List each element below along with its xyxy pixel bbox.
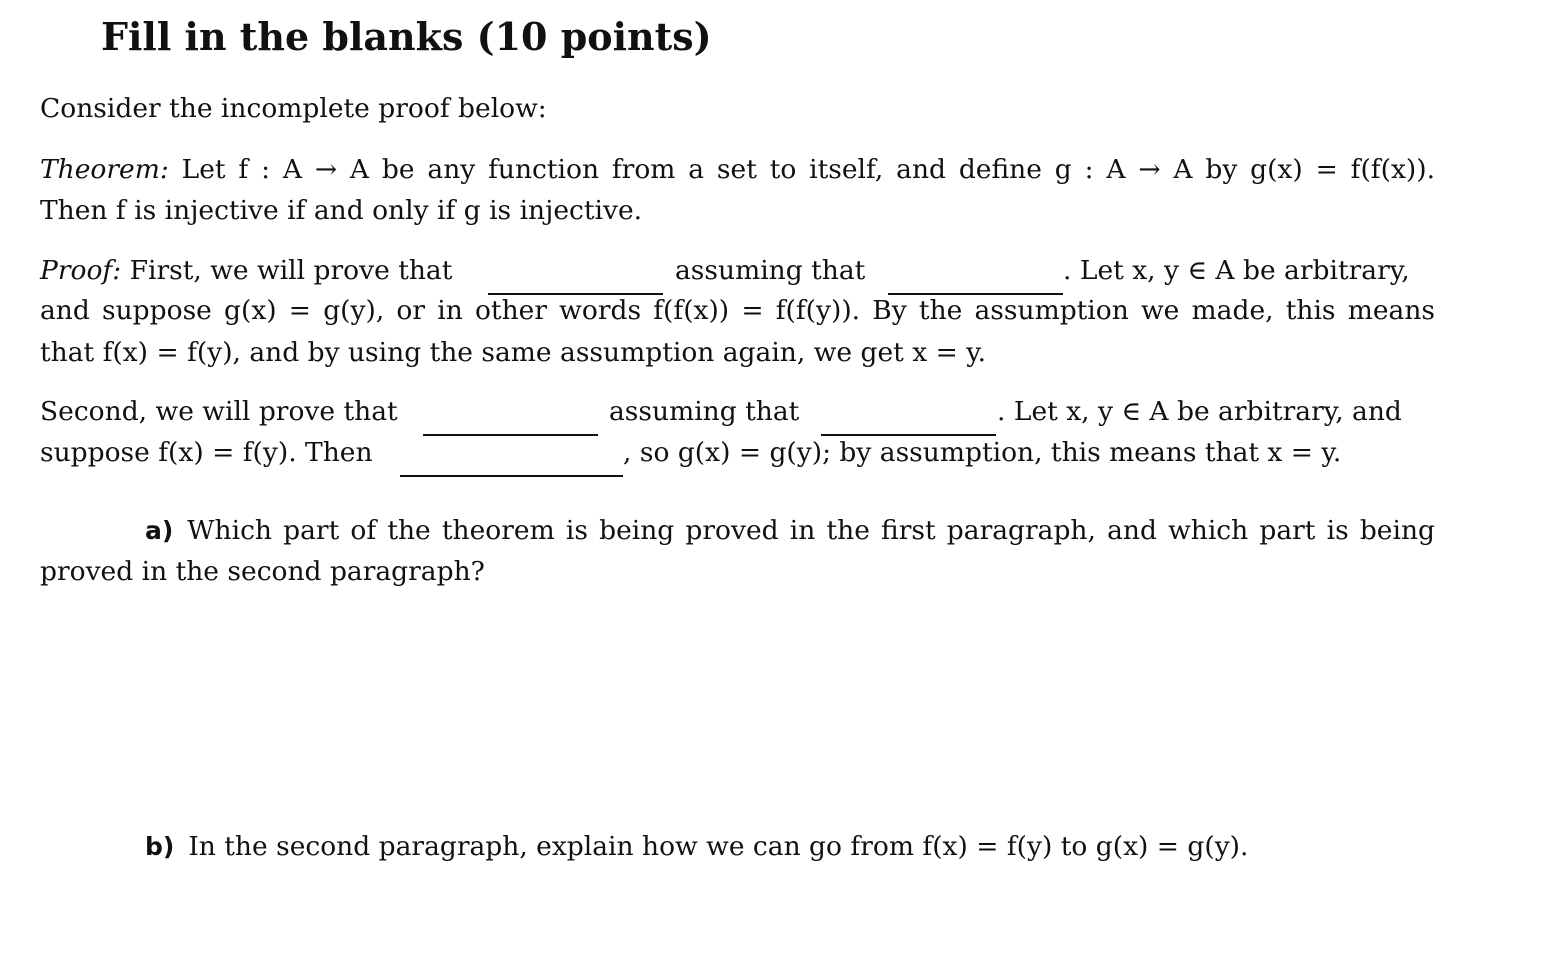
proof-line-3: that f(x) = f(y), and by using the same assumption again, we get x = y. — [40, 337, 987, 368]
proof-assuming-text: assuming that — [675, 255, 866, 286]
question-a-label: a) — [145, 516, 174, 545]
question-a-line-1: Which part of the theorem is being proved in the first paragraph, and which part is being — [187, 515, 1435, 546]
proof-first-words: First, we will prove that — [129, 255, 453, 286]
question-a — [145, 515, 1435, 546]
proof-let-clause: . Let x, y ∈ A be arbitrary, — [1063, 255, 1410, 286]
question-b — [145, 831, 1249, 862]
question-a-line-2: proved in the second paragraph? — [40, 556, 485, 587]
theorem-line-2: Then f is injective if and only if g is injective. — [40, 195, 643, 226]
blank-4[interactable] — [821, 434, 996, 436]
theorem-label: Theorem: — [40, 154, 169, 185]
second-assuming-text: assuming that — [609, 396, 800, 427]
question-b-label: b) — [145, 832, 175, 861]
question-b-text: In the second paragraph, explain how we can go from f(x) = f(y) to g(x) = g(y). — [188, 831, 1249, 862]
theorem-line-1: Let f : A → A be any function from a set to itself, and define g : A → A by g(x) = f(f(x)). — [181, 154, 1435, 185]
second-let-clause: . Let x, y ∈ A be arbitrary, and — [997, 396, 1402, 427]
proof-line-2: and suppose g(x) = g(y), or in other words f(f(x)) = f(f(y)). By the assumption we made, this means — [40, 295, 1435, 326]
second-line-2-end: , so g(x) = g(y); by assumption, this means that x = y. — [623, 437, 1342, 468]
second-first-words: Second, we will prove that — [40, 396, 398, 427]
blank-5[interactable] — [400, 475, 623, 477]
page-title: Fill in the blanks (10 points) — [101, 14, 712, 59]
blank-3[interactable] — [423, 434, 598, 436]
proof-intro — [40, 255, 453, 286]
second-line-2-start: suppose f(x) = f(y). Then — [40, 437, 373, 468]
theorem-statement — [40, 154, 1435, 185]
proof-label: Proof: — [40, 255, 122, 286]
intro-text: Consider the incomplete proof below: — [40, 93, 547, 124]
